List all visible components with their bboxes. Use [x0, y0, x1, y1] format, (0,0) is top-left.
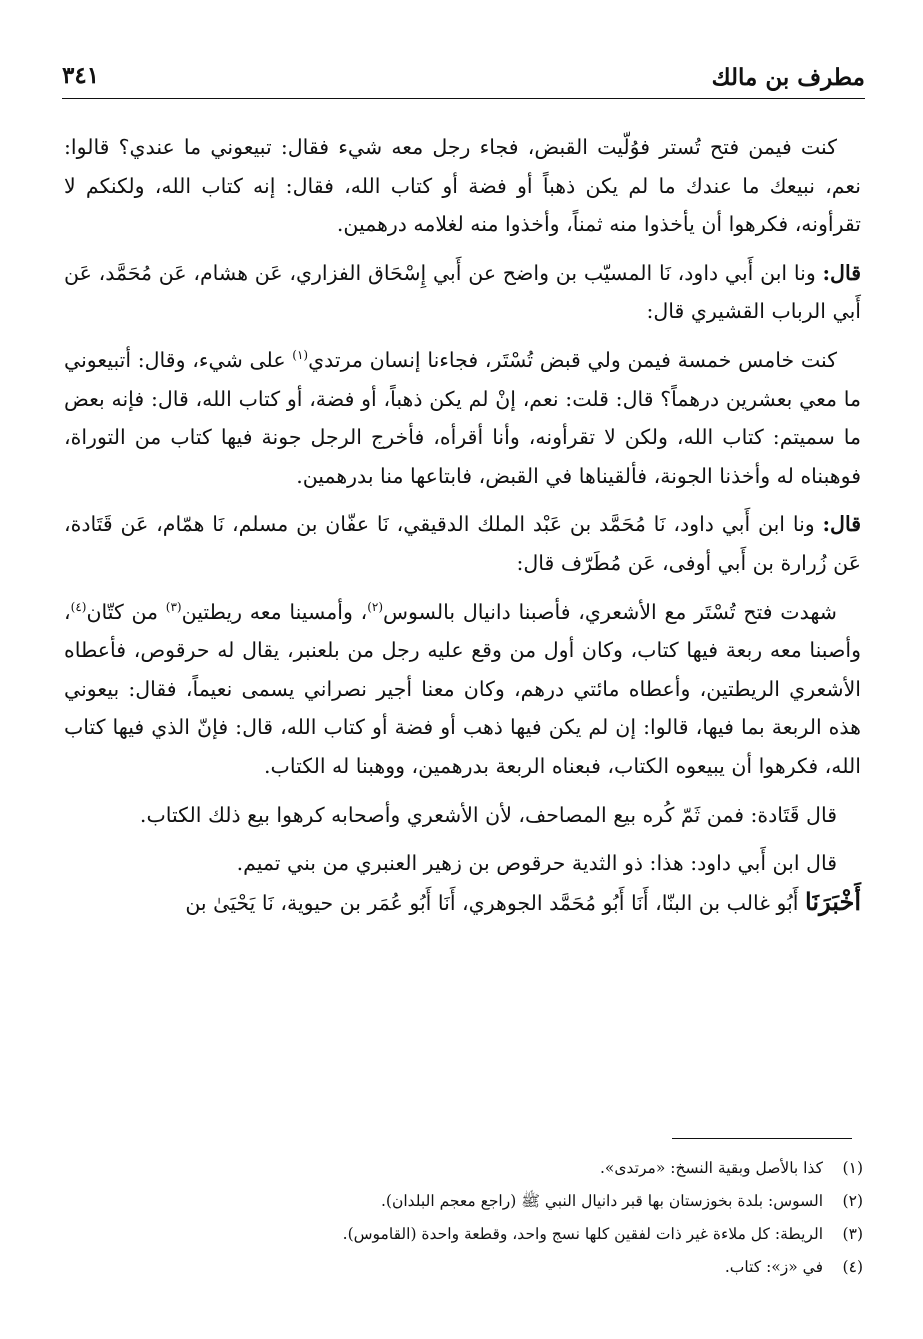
main-text	[64, 128, 861, 922]
footnote-number: (٤)	[842, 1258, 863, 1276]
footnote-4	[64, 1251, 863, 1284]
paragraph-text: على شيء، وقال: أتبيعوني ما معي بعشرين درهماً؟ قال: قلت: نعم، إنْ لم يكن ذهباً، أو فضة، أو كتاب الله، قال: فإنه بعض ما سميتم: كتاب الله، ولكن لا تقرأونه، وأنا أقرأه، فأخرج الرجل جونة فيها كتاب من التوراة، فوهبناه له وأخذنا الجونة، فألقيناها في القبض، فابتاعها منا بدرهمين.	[64, 347, 861, 488]
paragraph-4	[64, 505, 861, 582]
paragraph-text: ونا ابن أَبي داود، نَا مُحَمَّد بن عَبْد الملك الدقيقي، نَا عفّان بن مسلم، نَا همّام، عَن قَتَادة، عَن زُرارة بن أَبي أوفى، عَن مُطَرّف قال:	[64, 512, 861, 575]
footnote-text: في «ز»: كتاب.	[724, 1258, 823, 1276]
footnote-number: (٣)	[842, 1225, 863, 1243]
paragraph-text: شهدت فتح تُسْتَر مع الأشعري، فأصبنا دانيال بالسوس	[383, 599, 837, 624]
footnote-text: السوس: بلدة بخوزستان بها قبر دانيال النبي ﷺ (راجع معجم البلدان).	[381, 1192, 823, 1210]
footnote-text: كذا بالأصل وبقية النسخ: «مرتدى».	[599, 1159, 823, 1177]
paragraph-2	[64, 254, 861, 331]
footnote-ref-1: (١)	[292, 348, 309, 363]
paragraph-5	[64, 593, 861, 786]
paragraph-text: أَبُو غالب بن البنّا، أَنَا أَبُو مُحَمَّد الجوهري، أَنَا أَبُو عُمَر بن حيوية، نَا يَحْيَىٰ بن	[185, 890, 806, 915]
footnote-number: (٢)	[842, 1192, 863, 1210]
paragraph-6: قال قَتَادة: فمن ثَمّ كُره بيع المصاحف، لأن الأشعري وأصحابه كرهوا بيع ذلك الكتاب.	[139, 802, 837, 827]
paragraph-1: كنت فيمن فتح تُستر فوُلّيت القبض، فجاء رجل معه شيء فقال: تبيعوني ما عندي؟ قالوا: نعم، نبيعك ما عندك ما لم يكن ذهباً أو فضة أو كتاب الله، فقال: إنه كتاب الله، ولكنكم لا تقرأونه، فكرهوا أن يأخذوا منه ثمناً، وأخذوا منه لغلامه درهمين.	[64, 135, 861, 237]
footnote-1	[64, 1152, 863, 1185]
footnote-ref-3: (٣)	[165, 599, 182, 614]
paragraph-text: من كتّان	[86, 599, 166, 624]
paragraph-text: كنت خامس خمسة فيمن ولي قبض تُسْتَر، فجاءنا إنسان مرتدي	[308, 347, 837, 372]
paragraph-lead: قال:	[822, 260, 861, 285]
footnotes	[64, 1152, 863, 1284]
paragraph-7: قال ابن أَبي داود: هذا: ذو الثدية حرقوص بن زهير العنبري من بني تميم.	[236, 851, 837, 876]
paragraph-text: ، وأصبنا معه ربعة فيها كتاب، وكان أول من وقع عليه رجل من بلعنبر، يقال له حرقوص، فأعطاه الأشعري الريطتين، وأعطاه مائتي درهم، وكان معنا أجير نصراني يسمى نعيماً، فقال: بيعوني هذه الربعة بما فيها، قالوا: إن لم يكن فيها ذهب أو فضة أو كتاب الله، قال: فإنّ الذي فيها كتاب الله، فكرهوا أن يبيعوه الكتاب، فبعناه الربعة بدرهمين، ووهبنا له الكتاب.	[64, 599, 861, 778]
paragraph-lead: أَخْبَرَنَا	[805, 886, 861, 916]
running-title: مطرف بن مالك	[711, 64, 865, 91]
footnote-3	[64, 1218, 863, 1251]
footnote-text: الريطة: كل ملاءة غير ذات لفقين كلها نسج واحد، وقطعة واحدة (القاموس).	[342, 1225, 823, 1243]
paragraph-lead: قال:	[822, 512, 861, 537]
paragraph-3	[64, 341, 861, 495]
footnote-2	[64, 1185, 863, 1218]
paragraph-text: ، وأمسينا معه ريطتين	[181, 599, 368, 624]
footnote-number: (١)	[842, 1159, 863, 1177]
footnote-ref-2: (٢)	[367, 599, 384, 614]
paragraph-text: ونا ابن أَبي داود، نَا المسيّب بن واضح عن أَبي إِسْحَاق الفزاري، عَن هشام، عَن مُحَمَّد، عَن أَبي الرباب القشيري قال:	[64, 260, 861, 324]
footnote-ref-4: (٤)	[70, 599, 87, 614]
paragraph-8	[64, 883, 861, 923]
page-number: ٣٤١	[62, 62, 100, 89]
page-header	[62, 58, 865, 99]
footnote-separator	[672, 1138, 852, 1139]
